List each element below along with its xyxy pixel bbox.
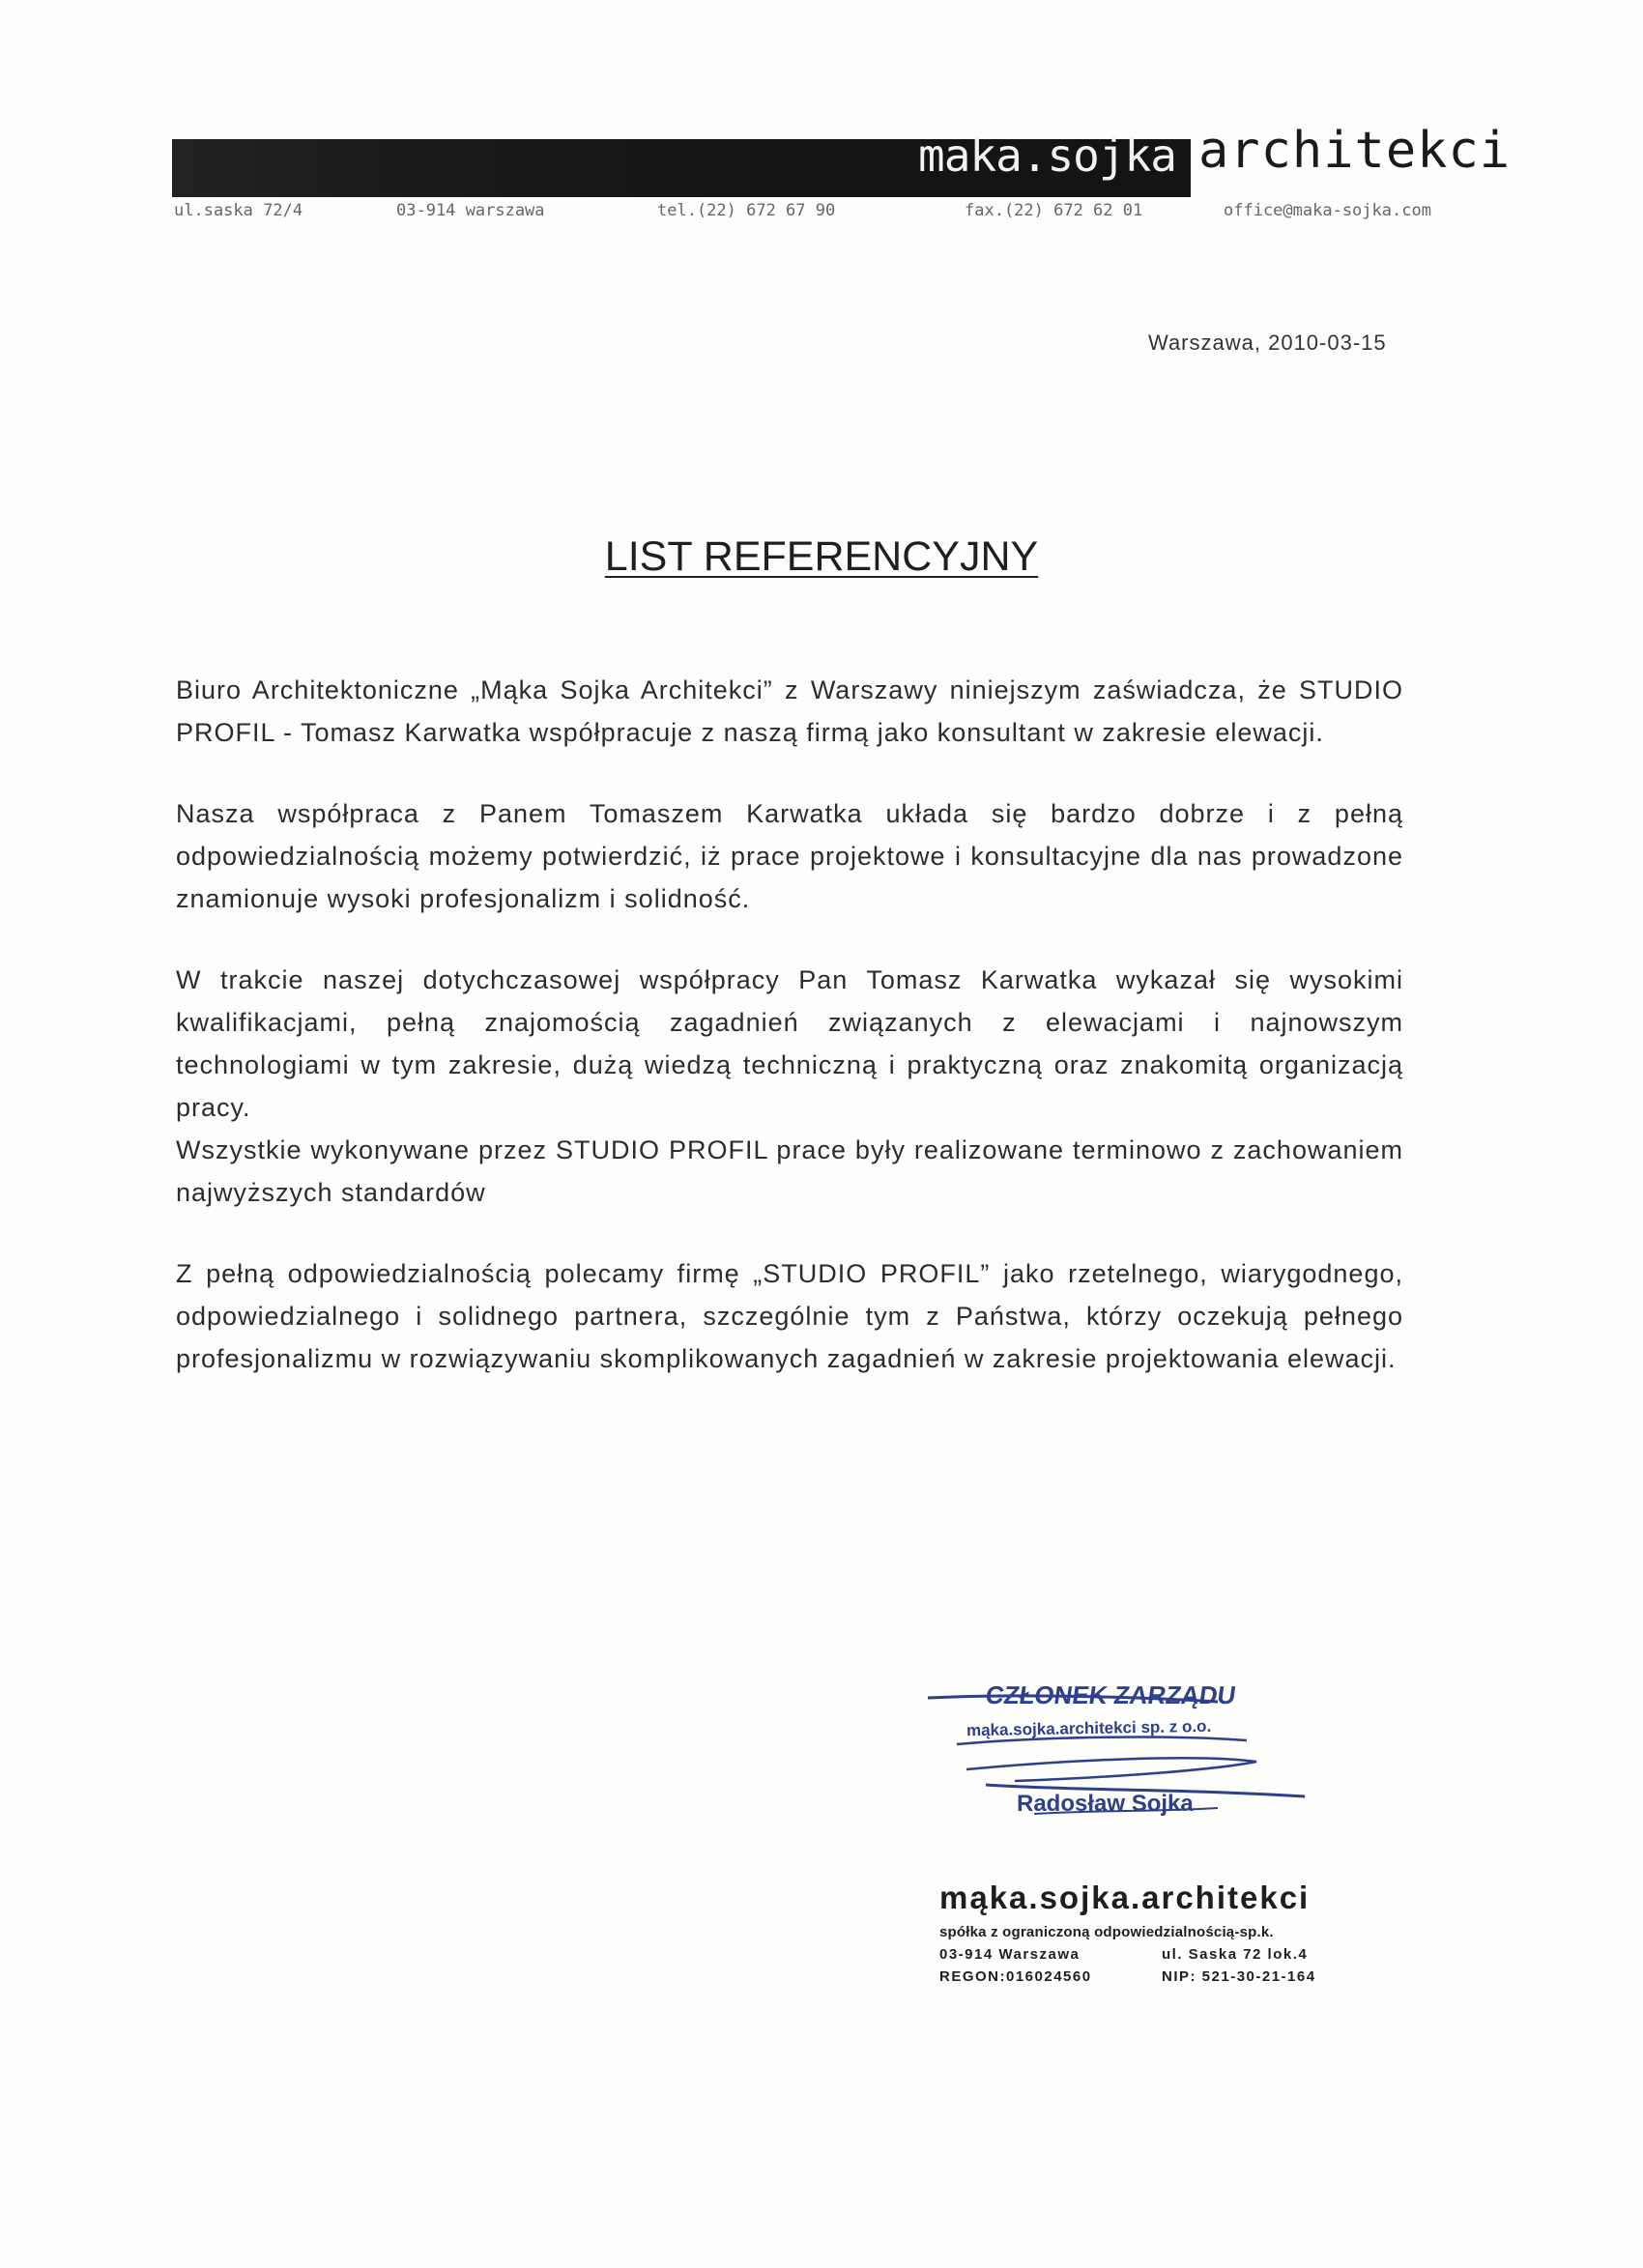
body-paragraph: Biuro Architektoniczne „Mąka Sojka Architekci” z Warszawy niniejszym zaświadcza, że STUDIO PROFIL - Tomasz Karwatka współpracuje z naszą firmą jako konsultant w zakresie elewacji. [176,675,1403,747]
stamp-person: Radosław Sojka [1017,1791,1194,1817]
letterhead-street: ul.saska 72/4 [174,201,303,220]
company-stamp-regon: REGON:016024560 [939,1968,1092,1985]
letterhead-fax: fax.(22) 672 62 01 [965,201,1143,220]
signature-stamp [928,1677,1314,1831]
letter-title: LIST REFERENCYJNY [604,533,1039,580]
letter-body [176,669,1403,1419]
letter-date: Warszawa, 2010-03-15 [1148,330,1387,355]
stamp-role: CZŁONEK ZARZĄDU [983,1680,1238,1709]
body-paragraph: Wszystkie wykonywane przez STUDIO PROFIL prace były realizowane terminowo z zachowaniem najwyższych standardów [176,1135,1403,1207]
company-stamp-address: ul. Saska 72 lok.4 [1162,1946,1309,1963]
letterhead-phone: tel.(22) 672 67 90 [657,201,836,220]
company-stamp-city: 03-914 Warszawa [939,1946,1081,1963]
letterhead-company-name: maka.sojka [918,129,1176,182]
body-paragraph: Nasza współpraca z Panem Tomaszem Karwatka układa się bardzo dobrze i z pełną odpowiedzialnością możemy potwierdzić, iż prace projektowe i konsultacyjne dla nas prowadzone znamionuje wysoki profesjonalizm i solidność. [176,799,1403,913]
letterhead-postcode-city: 03-914 warszawa [396,201,545,220]
company-stamp-nip: NIP: 521-30-21-164 [1162,1968,1316,1985]
stamp-company: mąka.sojka.architekci sp. z o.o. [966,1716,1212,1740]
company-stamp-legal-form: spółka z ograniczoną odpowiedzialnością-sp.k. [939,1924,1274,1940]
letterhead-email: office@maka-sojka.com [1224,201,1431,220]
body-paragraph: Z pełną odpowiedzialnością polecamy firmę „STUDIO PROFIL” jako rzetelnego, wiarygodnego, odpowiedzialnego i solidnego partnera, szczególnie tym z Państwa, którzy oczekują pełnego profesjonalizmu w rozwiązywaniu skomplikowanych zagadnień w zakresie projektowania elewacji. [176,1259,1403,1373]
company-stamp-ids-row [939,1968,1316,1985]
company-stamp-address-row [939,1946,1316,1963]
body-paragraph: W trakcie naszej dotychczasowej współpracy Pan Tomasz Karwatka wykazał się wysokimi kwalifikacjami, pełną znajomością zagadnień związanych z elewacjami i najnowszym technologiami w tym zakresie, dużą wiedzą techniczną i praktyczną oraz znakomitą organizacją pracy. [176,965,1403,1122]
letterhead-company-suffix: architekci [1198,122,1512,180]
company-stamp [939,1880,1316,1985]
letterhead-bar-texture [172,139,791,197]
company-stamp-name: mąka.sojka.architekci [939,1880,1311,1915]
